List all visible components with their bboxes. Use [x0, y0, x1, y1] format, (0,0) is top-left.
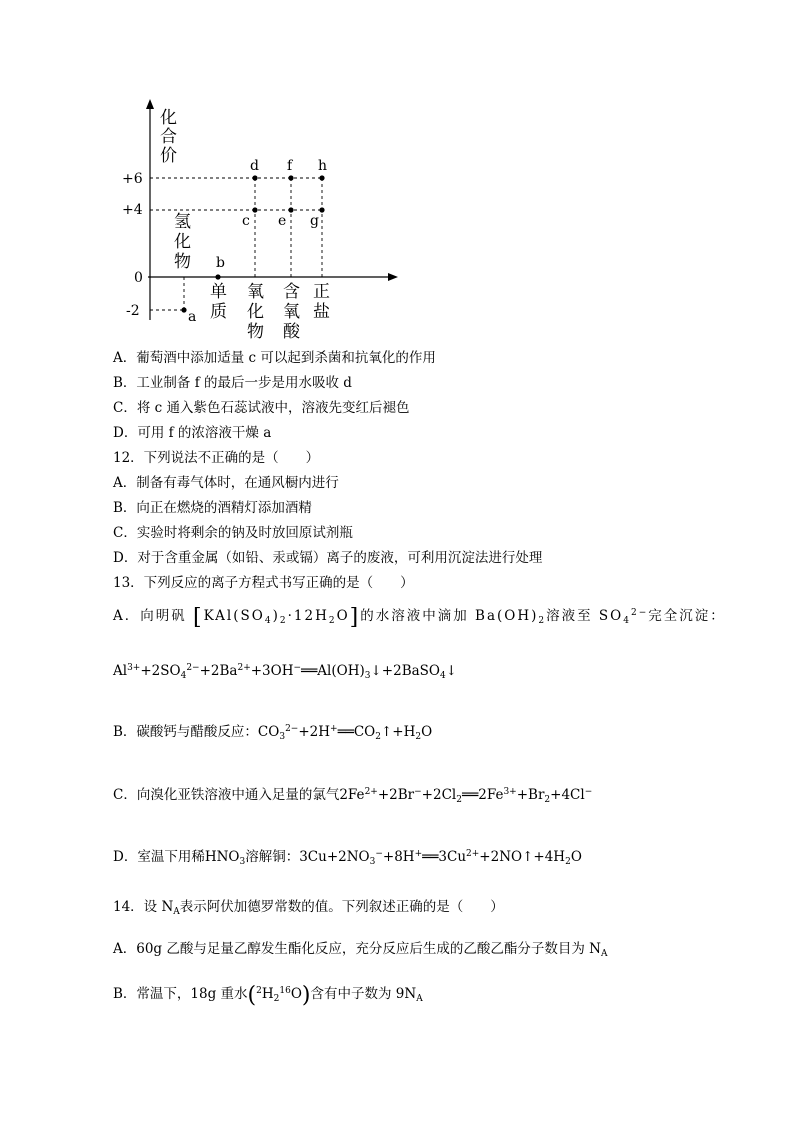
category-oxyacid-1: 含	[283, 282, 300, 302]
q14-option-a: A．60g 乙酸与足量乙醇发生酯化反应，充分反应后生成的乙酸乙酯分子数目为 $N_A$	[113, 941, 608, 959]
point-f-label: f	[287, 158, 293, 174]
point-a-label: a	[188, 309, 197, 325]
tick-minus2: -2	[126, 303, 140, 319]
point-c-dot	[252, 207, 257, 212]
point-f-dot	[288, 175, 293, 180]
point-d-dot	[252, 175, 257, 180]
y-axis-label-2: 合	[160, 127, 177, 147]
alum-formula-1: KAl(SO	[203, 608, 265, 624]
alum-formula-2: )	[272, 608, 280, 624]
category-oxyacid-3: 酸	[283, 322, 300, 342]
hydride-label-3: 物	[174, 252, 191, 272]
category-simple-2: 质	[210, 302, 227, 322]
category-salt-2: 盐	[313, 302, 330, 322]
q14-option-b: B．常温下，18g 重水$(^2H_2^{16}O)$含有中子数为 $9N_A$	[113, 983, 423, 1008]
q13-option-c: C．向溴化亚铁溶液中通入足量的氯气$2Fe^{2+}+2Br^-+2Cl_2══2Fe^{3+}+Br_2+4Cl^-$	[113, 787, 593, 805]
hydride-label-2: 化	[174, 232, 191, 252]
q12-option-c: C．实验时将剩余的钠及时放回原试剂瓶	[113, 525, 353, 541]
valence-diagram	[110, 95, 410, 345]
q11-option-a: A．葡萄酒中添加适量 c 可以起到杀菌和抗氧化的作用	[113, 350, 436, 366]
tick-plus4: +4	[122, 202, 143, 218]
q13-option-a-equation: $Al^{3+}+2SO_4^{2-}+2Ba^{2+}+3OH^-══Al(OH)_3↓+2BaSO_4↓$	[113, 663, 458, 681]
q14-stem: 14．设 $N_A$表示阿伏加德罗常数的值。下列叙述正确的是（ ）	[113, 899, 504, 917]
q13-stem: 13．下列反应的离子方程式书写正确的是（ ）	[113, 575, 414, 591]
alum-formula-4: O	[336, 608, 350, 624]
point-e-label: e	[278, 213, 287, 229]
tick-0: 0	[134, 270, 143, 286]
q12-stem: 12．下列说法不正确的是（ ）	[113, 450, 320, 466]
point-d-label: d	[250, 158, 259, 174]
category-oxyacid-2: 氧	[283, 302, 300, 322]
category-oxide-3: 物	[247, 322, 264, 342]
point-c-label: c	[242, 213, 250, 229]
y-axis-label-1: 化	[160, 108, 177, 128]
q13-option-a: A．向明矾 $[KAl(SO_4)_2\cdot 12H_2O]$的水溶液中滴加 $Ba(OH)_2$溶液至 $SO_4^{2-}$完全沉淀：	[113, 605, 726, 630]
point-e-dot	[288, 207, 293, 212]
category-salt-1: 正	[313, 282, 330, 302]
point-b-label: b	[216, 255, 225, 271]
category-oxide-1: 氧	[247, 282, 264, 302]
q13-a-end: 完全沉淀：	[648, 608, 726, 624]
point-h-label: h	[318, 158, 328, 174]
q12-option-a: A．制备有毒气体时，在通风橱内进行	[113, 475, 339, 491]
q13-option-b: B．碳酸钙与醋酸反应：$CO_3^{2-}+2H^+══CO_2↑+H_2O$	[113, 724, 433, 742]
point-h-dot	[319, 175, 324, 180]
point-b-dot	[215, 274, 220, 279]
hydride-label-1: 氢	[174, 212, 191, 232]
category-simple-1: 单	[210, 282, 227, 302]
q12-option-d: D．对于含重金属（如铅、汞或镉）离子的废液，可利用沉淀法进行处理	[113, 550, 543, 566]
category-oxide-2: 化	[247, 302, 264, 322]
q13-a-prefix: A．向明矾	[113, 608, 187, 624]
q12-option-b: B．向正在燃烧的酒精灯添加酒精	[113, 500, 312, 516]
q11-option-c: C．将 c 通入紫色石蕊试液中，溶液先变红后褪色	[113, 400, 410, 416]
tick-plus6: +6	[122, 171, 143, 187]
alum-formula-3: ·12H	[287, 608, 329, 624]
point-g-label: g	[310, 213, 319, 229]
y-axis-label-3: 价	[160, 146, 177, 166]
q11-option-d: D．可用 f 的浓溶液干燥 a	[113, 425, 272, 441]
q13-a-mid2: 溶液至 SO	[546, 608, 624, 624]
q13-option-d: D．室温下用稀$HNO_3$溶解铜：$3Cu+2NO_3^-+8H^+══3Cu^{2+}+2NO↑+4H_2O$	[113, 849, 582, 867]
point-a-dot	[181, 307, 186, 312]
q11-option-b: B．工业制备 f 的最后一步是用水吸收 d	[113, 375, 352, 391]
point-g-dot	[319, 207, 324, 212]
q13-a-mid: 的水溶液中滴加 Ba(OH)	[360, 608, 539, 624]
